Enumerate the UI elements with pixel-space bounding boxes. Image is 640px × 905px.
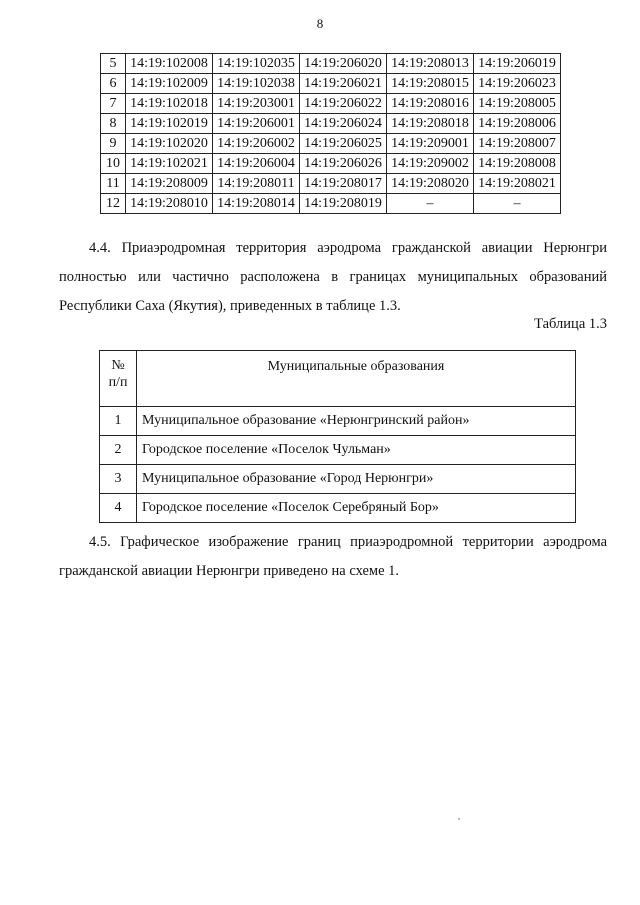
row-number: 7 [101,94,126,114]
cadastral-code-cell: 14:19:206025 [300,134,387,154]
cadastral-code-cell: 14:19:102035 [213,54,300,74]
table-row [100,436,576,465]
row-number: 2 [100,436,137,465]
cadastral-code-cell: 14:19:102021 [126,154,213,174]
cadastral-code-cell: 14:19:102020 [126,134,213,154]
cadastral-code-cell: 14:19:208009 [126,174,213,194]
cadastral-code-cell: 14:19:208016 [387,94,474,114]
table-row [100,465,576,494]
cadastral-code-cell: 14:19:209001 [387,134,474,154]
municipality-name: Муниципальное образование «Нерюнгринский район» [137,407,576,436]
municipality-name: Муниципальное образование «Город Нерюнгри» [137,465,576,494]
page-number: 8 [316,16,324,31]
cadastral-code-cell: 14:19:102019 [126,114,213,134]
municipality-name: Городское поселение «Поселок Чульман» [137,436,576,465]
cadastral-code-cell: 14:19:208007 [474,134,561,154]
cadastral-code-cell: 14:19:102018 [126,94,213,114]
row-number: 4 [100,494,137,523]
row-number: 8 [101,114,126,134]
cadastral-code-cell: 14:19:208008 [474,154,561,174]
table-row [101,194,561,214]
table-row [101,154,561,174]
cadastral-code-cell: 14:19:208015 [387,74,474,94]
cadastral-code-cell: 14:19:206001 [213,114,300,134]
cadastral-code-cell: 14:19:206002 [213,134,300,154]
paragraph-text: Графическое изображение границ приаэродромной территории аэродрома гражданской авиации Нерюнгри приведено на схеме 1. [59,534,608,579]
cadastral-code-cell: 14:19:208014 [213,194,300,214]
paragraph-4-5 [59,528,607,586]
cadastral-code-cell: 14:19:206021 [300,74,387,94]
cadastral-quarters-table [100,53,561,214]
cadastral-code-cell: 14:19:208018 [387,114,474,134]
table-row [100,494,576,523]
table-row [101,54,561,74]
cadastral-code-cell: – [474,194,561,214]
cadastral-code-cell: 14:19:102038 [213,74,300,94]
table-row [101,74,561,94]
row-number: 9 [101,134,126,154]
cadastral-code-cell: 14:19:102009 [126,74,213,94]
municipalities-table [99,350,576,523]
header-num [100,351,137,407]
municipality-name: Городское поселение «Поселок Серебряный Бор» [137,494,576,523]
cadastral-code-cell: 14:19:206020 [300,54,387,74]
cadastral-code-cell: 14:19:203001 [213,94,300,114]
table-caption: Таблица 1.3 [534,316,607,332]
header-name: Муниципальные образования [137,351,576,407]
table-row [101,134,561,154]
cadastral-code-cell: 14:19:208017 [300,174,387,194]
cadastral-code-cell: 14:19:209002 [387,154,474,174]
cadastral-code-cell: 14:19:206022 [300,94,387,114]
cadastral-code-cell: 14:19:208010 [126,194,213,214]
row-number: 5 [101,54,126,74]
cadastral-code-cell: 14:19:206024 [300,114,387,134]
cadastral-code-cell: 14:19:206019 [474,54,561,74]
section-number: 4.5. [89,534,111,550]
cadastral-code-cell: 14:19:208019 [300,194,387,214]
row-number: 3 [100,465,137,494]
cadastral-code-cell: 14:19:208006 [474,114,561,134]
cadastral-code-cell: 14:19:208013 [387,54,474,74]
header-num-symbol: № [111,358,125,373]
cadastral-code-cell: 14:19:208020 [387,174,474,194]
table-row [101,94,561,114]
cadastral-code-cell: 14:19:208021 [474,174,561,194]
cadastral-code-cell: – [387,194,474,214]
scan-speck [458,818,460,820]
table-row [101,174,561,194]
table-row [100,407,576,436]
table-row [101,114,561,134]
table-header-row [100,351,576,407]
row-number: 12 [101,194,126,214]
header-num-abbr: п/п [108,375,128,390]
paragraph-4-4 [59,234,607,321]
row-number: 10 [101,154,126,174]
row-number: 11 [101,174,126,194]
cadastral-code-cell: 14:19:206026 [300,154,387,174]
cadastral-code-cell: 14:19:102008 [126,54,213,74]
paragraph-text: Приаэродромная территория аэродрома гражданской авиации Нерюнгри полностью или частично расположена в границах муниципальных образований Республики Саха (Якутия), приведенных в таблице 1.3. [59,240,607,314]
cadastral-code-cell: 14:19:206004 [213,154,300,174]
cadastral-code-cell: 14:19:206023 [474,74,561,94]
row-number: 1 [100,407,137,436]
cadastral-code-cell: 14:19:208005 [474,94,561,114]
row-number: 6 [101,74,126,94]
cadastral-code-cell: 14:19:208011 [213,174,300,194]
section-number: 4.4. [89,240,111,256]
